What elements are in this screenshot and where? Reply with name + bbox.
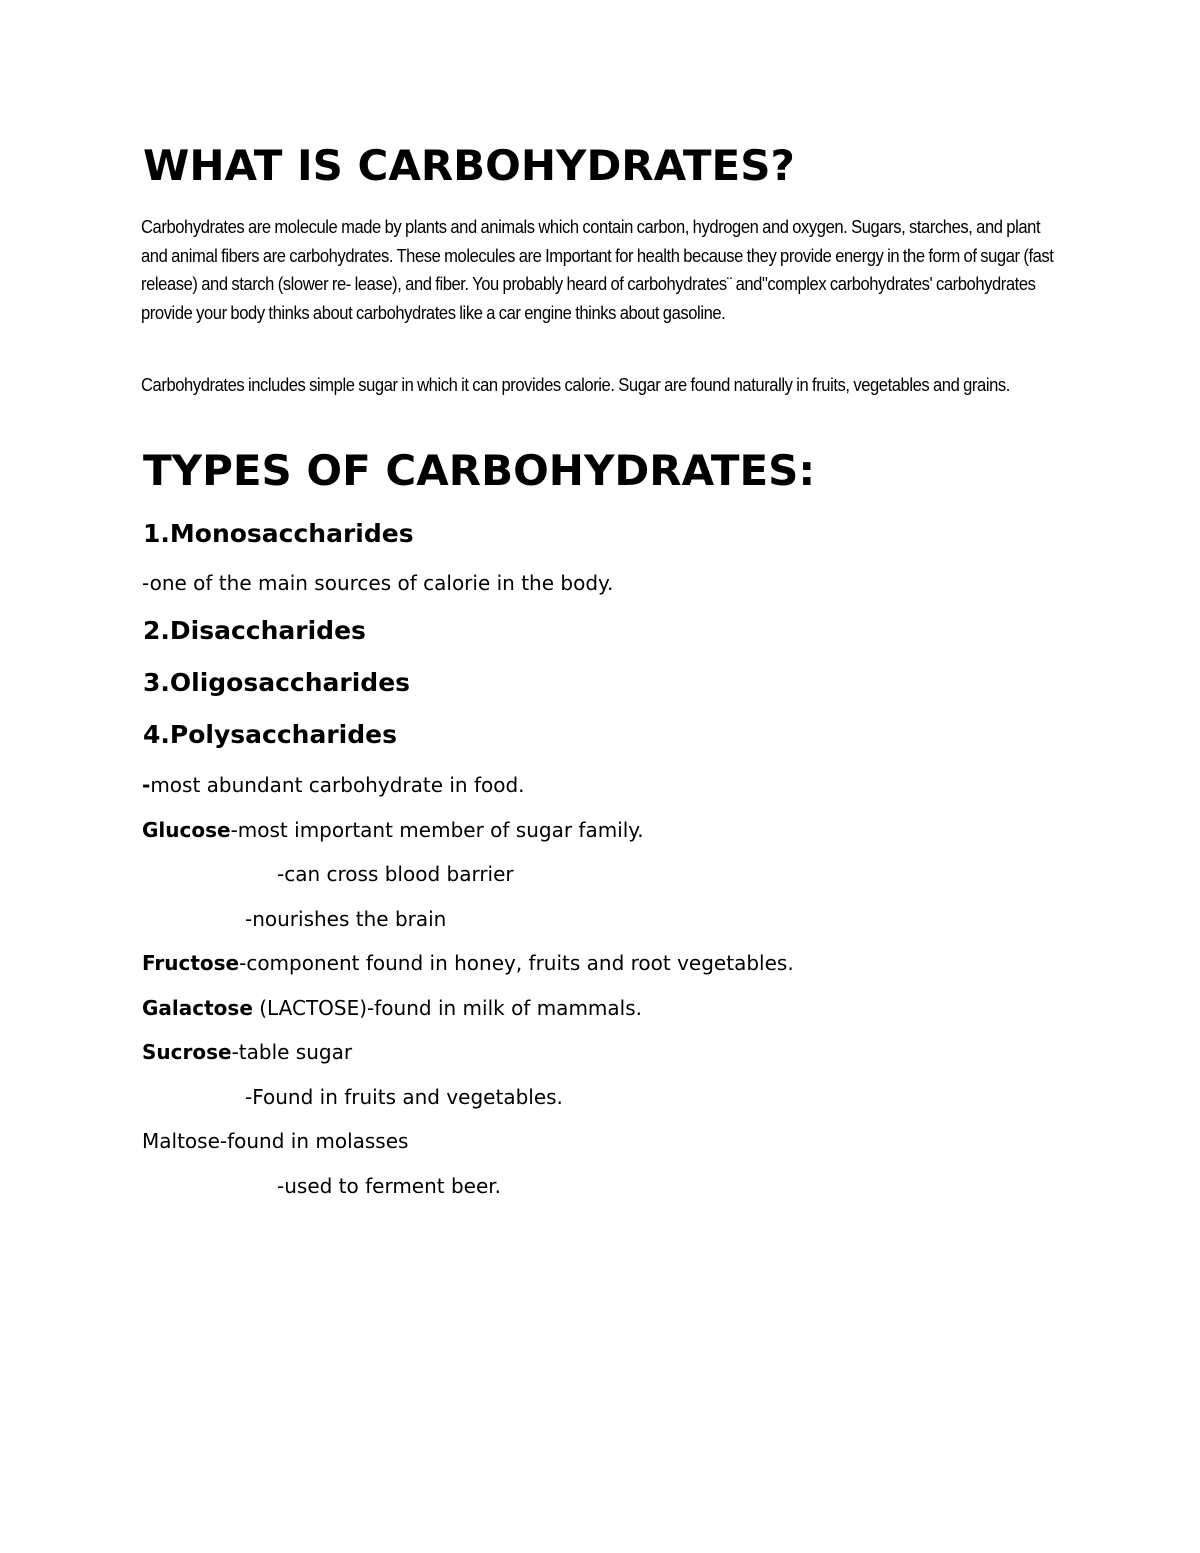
type-polysaccharides: 4.Polysaccharides bbox=[143, 720, 397, 749]
polysaccharides-note-text: most abundant carbohydrate in food. bbox=[150, 773, 525, 797]
glucose-name: Glucose bbox=[142, 818, 231, 842]
fructose-line bbox=[142, 950, 794, 976]
fructose-name: Fructose bbox=[142, 951, 240, 975]
glucose-note-brain: -nourishes the brain bbox=[245, 907, 447, 931]
heading-types-of-carbohydrates: TYPES OF CARBOHYDRATES: bbox=[143, 446, 816, 495]
sucrose-line bbox=[142, 1039, 352, 1065]
type-disaccharides: 2.Disaccharides bbox=[143, 616, 366, 645]
type-oligosaccharides: 3.Oligosaccharides bbox=[143, 668, 411, 697]
glucose-note-blood-barrier: -can cross blood barrier bbox=[277, 862, 514, 886]
fructose-description: -component found in honey, fruits and root vegetables. bbox=[239, 951, 794, 975]
polysaccharides-note-dash: - bbox=[142, 773, 151, 797]
second-paragraph: Carbohydrates includes simple sugar in which it can provides calorie. Sugar are found naturally in fruits, vegetables and grains. bbox=[141, 375, 1010, 395]
polysaccharides-note bbox=[142, 772, 525, 798]
sucrose-name: Sucrose bbox=[142, 1040, 232, 1064]
sucrose-description: -table sugar bbox=[231, 1040, 353, 1064]
type-monosaccharides: 1.Monosaccharides bbox=[143, 519, 414, 548]
galactose-name: Galactose bbox=[142, 996, 253, 1020]
glucose-line bbox=[142, 817, 644, 843]
monosaccharides-note: -one of the main sources of calorie in the body. bbox=[142, 571, 614, 595]
maltose-note: -used to ferment beer. bbox=[277, 1174, 502, 1198]
maltose-line: Maltose-found in molasses bbox=[142, 1129, 409, 1153]
sucrose-note: -Found in fruits and vegetables. bbox=[245, 1085, 563, 1109]
glucose-description: -most important member of sugar family. bbox=[230, 818, 644, 842]
intro-paragraph: Carbohydrates are molecule made by plants and animals which contain carbon, hydrogen and oxygen. Sugars, starches, and plant and animal fibers are carbohydrates. These molecules are Important for health because they provide energy in the form of sugar (fast release) and starch (slower re- lease), and fiber. You probably heard of carbohydrates¨ and"complex carbohydrates' carbohydrates provide your body thinks about carbohydrates like a car engine thinks about gasoline. bbox=[141, 217, 1054, 323]
heading-what-is-carbohydrates: WHAT IS CARBOHYDRATES? bbox=[143, 141, 795, 190]
galactose-description: (LACTOSE)-found in milk of mammals. bbox=[252, 996, 642, 1020]
galactose-line bbox=[142, 995, 642, 1021]
